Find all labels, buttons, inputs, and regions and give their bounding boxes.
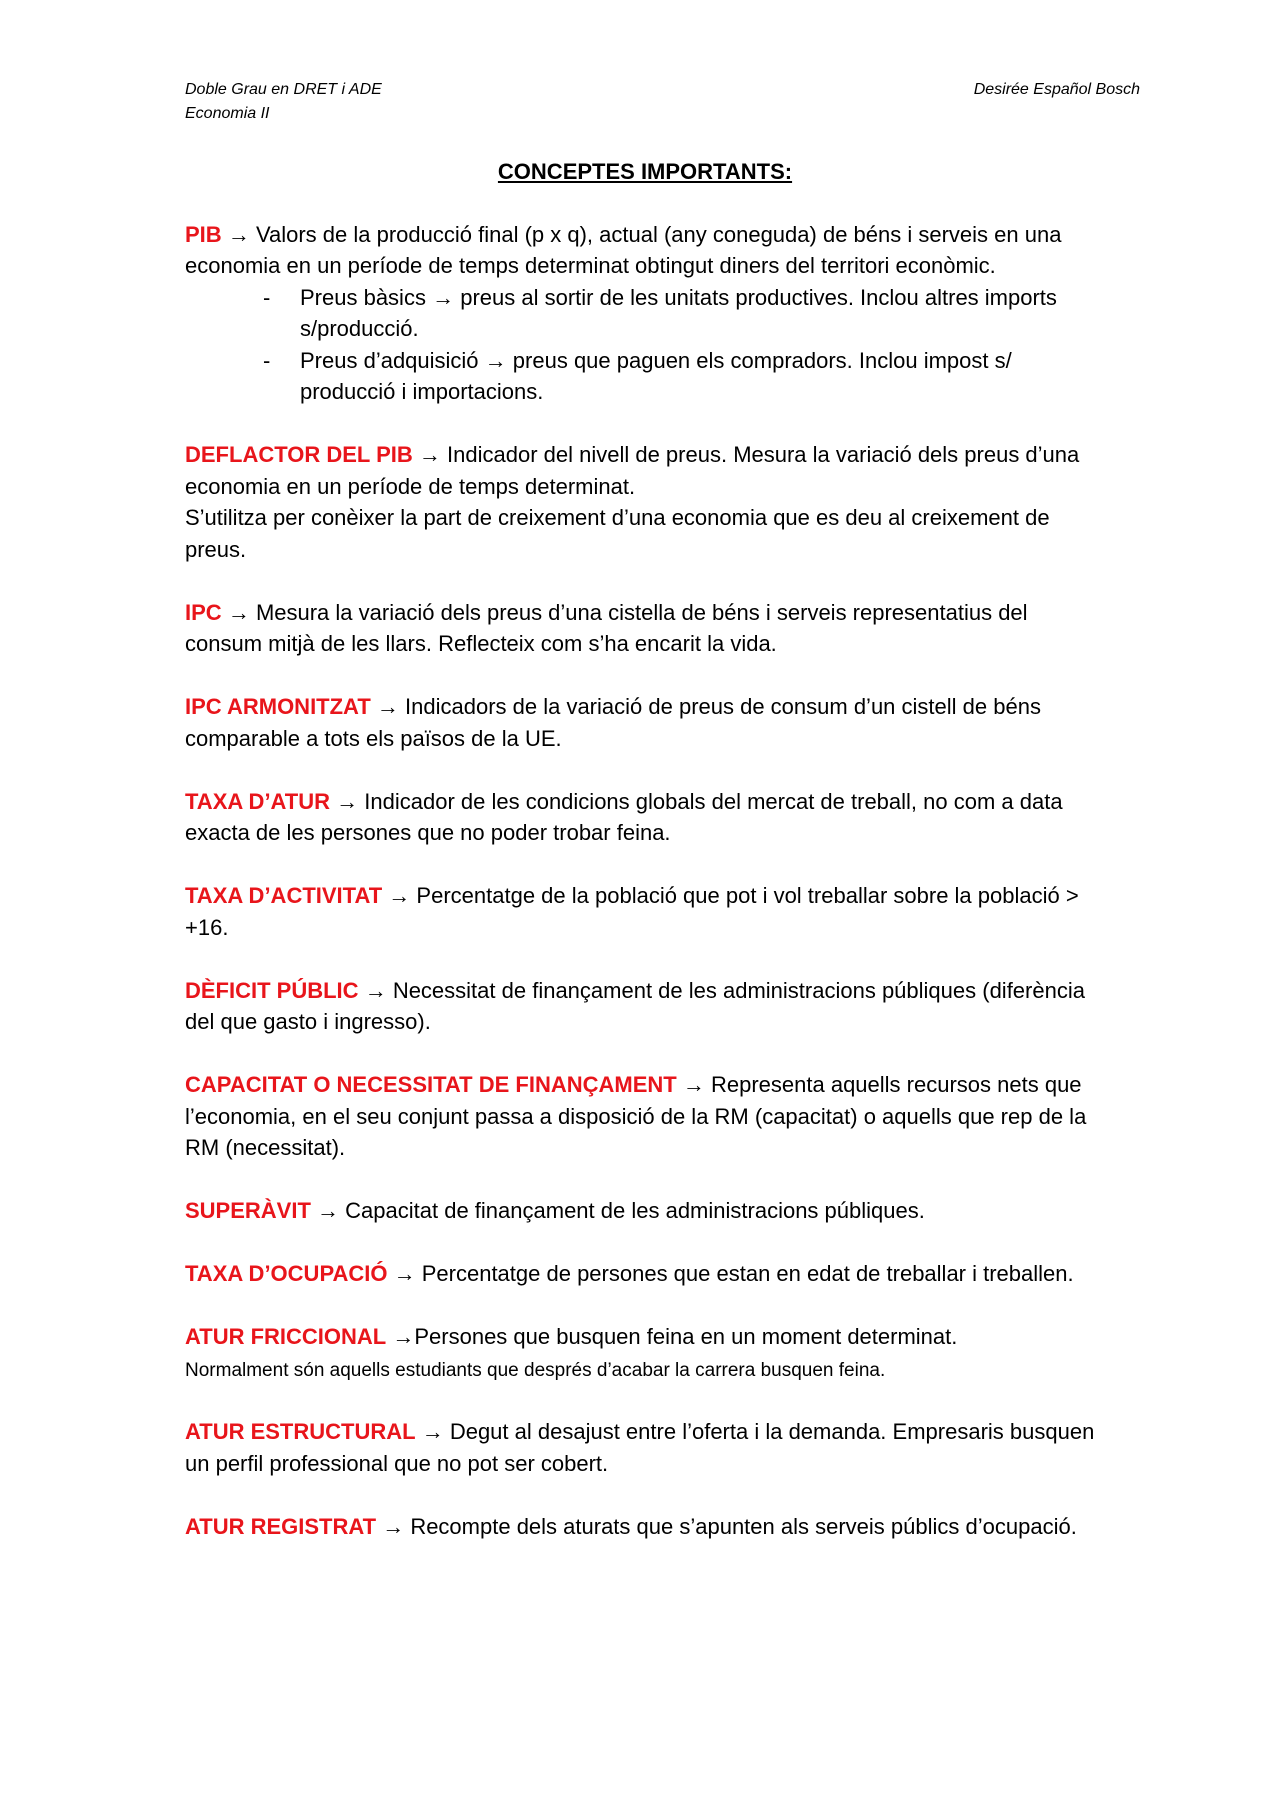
definition: Representa aquells recursos nets que l’economia, en el seu conjunt passa a disposició de la RM (capacitat) o aquells que rep de la RM (necessitat). (185, 1072, 1087, 1160)
entry-pib (185, 219, 1105, 408)
arrow-icon: → (376, 694, 399, 719)
term: TAXA D’ATUR (185, 788, 331, 814)
term: SUPERÀVIT (185, 1198, 311, 1223)
entry-atur-registrat (185, 1511, 1105, 1543)
arrow-icon: → (336, 788, 359, 814)
arrow-icon: → (382, 1513, 405, 1539)
term: TAXA D’ACTIVITAT (185, 883, 383, 908)
sub-text: preus al sortir de les unitats productives. Inclou altres imports s/producció. (300, 284, 1057, 341)
sub-item: - Preus bàsics → preus al sortir de les unitats productives. Inclou altres imports s/producció. (263, 284, 1057, 341)
sub-list (185, 282, 1105, 408)
entry-capacitat-necessitat (185, 1069, 1105, 1164)
sub-label: Preus d’adquisició (300, 347, 479, 373)
term: ATUR REGISTRAT (185, 1513, 377, 1539)
definition: Indicadors de la variació de preus de consum d’un cistell de béns comparable a tots els països de la UE. (185, 694, 1041, 751)
arrow-icon: → (393, 1261, 416, 1286)
arrow-icon: → (227, 599, 250, 625)
definition: Valors de la producció final (p x q), actual (any coneguda) de béns i serveis en una economia en un període de temps determinat obtingut diners del territori econòmic. (185, 221, 1062, 278)
arrow-icon: → (317, 1198, 340, 1223)
entry-deficit-public (185, 975, 1105, 1038)
definition: Mesura la variació dels preus d’una cistella de béns i serveis representatius del consum mitjà de les llars. Reflecteix com s’ha encarit la vida. (185, 599, 1028, 656)
term: TAXA D’OCUPACIÓ (185, 1261, 388, 1286)
definition: Indicador del nivell de preus. Mesura la variació dels preus d’una economia en un període de temps determinat. (185, 442, 1080, 499)
definition: Persones que busquen feina en un moment determinat. (414, 1324, 958, 1349)
definition: Recompte dels aturats que s’apunten als serveis públics d’ocupació. (410, 1513, 1077, 1539)
sub-label: Preus bàsics (300, 284, 426, 310)
definition: Indicador de les condicions globals del mercat de treball, no com a data exacta de les persones que no poder trobar feina. (185, 788, 1063, 845)
arrow-icon: → (484, 347, 507, 373)
definition: Capacitat de finançament de les administracions públiques. (345, 1198, 925, 1223)
entry-ipc (185, 597, 1105, 660)
arrow-icon: → (432, 284, 455, 310)
sub-item: - Preus d’adquisició → preus que paguen els compradors. Inclou impost s/ producció i importacions. (263, 347, 1012, 404)
page-header (185, 78, 1140, 126)
arrow-icon: → (418, 442, 441, 467)
definition-extra: S’utilitza per conèixer la part de creixement d’una economia que es deu al creixement de preus. (185, 505, 1050, 562)
entry-atur-friccional (185, 1321, 1105, 1385)
arrow-icon: → (392, 1324, 415, 1349)
term: CAPACITAT O NECESSITAT DE FINANÇAMENT (185, 1072, 677, 1097)
header-subject: Economia II (185, 105, 270, 122)
definition-note: Normalment són aquells estudiants que després d’acabar la carrera busquen feina. (185, 1359, 886, 1381)
arrow-icon: → (388, 883, 411, 908)
header-degree: Doble Grau en DRET i ADE (185, 81, 382, 98)
term: IPC ARMONITZAT (185, 694, 371, 719)
arrow-icon: → (682, 1072, 705, 1097)
entry-atur-estructural (185, 1416, 1105, 1479)
document-body (185, 156, 1105, 1574)
term: PIB (185, 221, 222, 247)
document-title: CONCEPTES IMPORTANTS: (497, 159, 793, 184)
arrow-icon: → (364, 977, 387, 1003)
arrow-icon: → (421, 1419, 444, 1444)
sub-text: preus que paguen els compradors. Inclou impost s/ producció i importacions. (300, 347, 1012, 404)
header-author: Desirée Español Bosch (973, 81, 1140, 98)
entry-taxa-ocupacio (185, 1258, 1105, 1290)
entry-taxa-activitat (185, 880, 1105, 943)
term: IPC (185, 599, 222, 625)
entry-superavit (185, 1195, 1105, 1227)
term: ATUR FRICCIONAL (185, 1324, 387, 1349)
definition: Percentatge de persones que estan en edat de treballar i treballen. (421, 1261, 1074, 1286)
entry-taxa-atur (185, 786, 1105, 849)
term: ATUR ESTRUCTURAL (185, 1419, 416, 1444)
term: DÈFICIT PÚBLIC (185, 977, 359, 1003)
definition: Percentatge de la població que pot i vol treballar sobre la població > +16. (185, 883, 1079, 940)
definition: Degut al desajust entre l’oferta i la demanda. Empresaris busquen un perfil professional que no pot ser cobert. (185, 1419, 1095, 1476)
arrow-icon: → (227, 221, 250, 247)
term: DEFLACTOR DEL PIB (185, 442, 413, 467)
definition: Necessitat de finançament de les administracions públiques (diferència del que gasto i ingresso). (185, 977, 1085, 1034)
entry-ipc-armonitzat (185, 691, 1105, 754)
entry-deflactor (185, 439, 1105, 565)
